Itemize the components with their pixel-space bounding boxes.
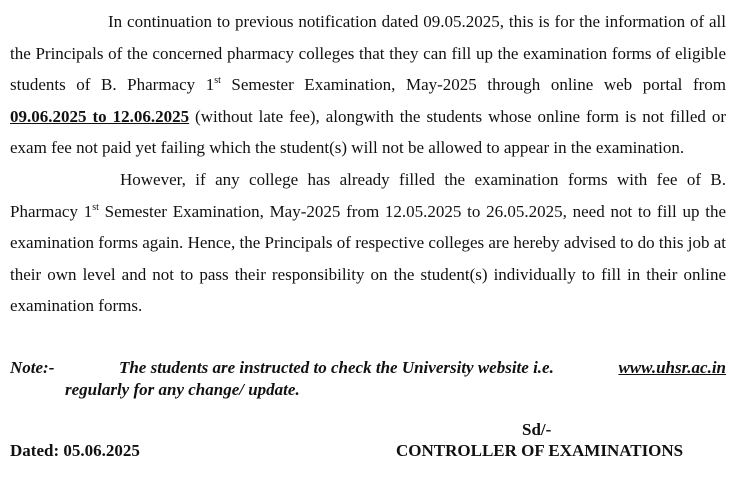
note-line-2: regularly for any change/ update.: [65, 380, 300, 399]
university-website-link[interactable]: www.uhsr.ac.in: [618, 358, 726, 377]
para2-text-a: However, if any college has already filled the examination forms with fee of B. Pharmacy 1: [10, 169, 726, 221]
paragraph-1: [10, 6, 726, 164]
para2-superscript: st: [92, 201, 99, 213]
note-label: Note:-: [10, 358, 55, 377]
controller-of-examinations: CONTROLLER OF EXAMINATIONS: [396, 441, 684, 460]
para2-text-b: Semester Examination, May-2025 from 12.05.2025 to 26.05.2025, need not to fill up the examination forms again. Hence, the Principals of respective colleges are hereby advised to do this job at their own level and not to pass their responsibility on the student(s) individually to fill in their online examination forms.: [10, 201, 726, 316]
para1-text-a: In continuation to previous notification dated 09.05.2025, this is for the information of all the Principals of the concerned pharmacy colleges that they can fill up the examination forms of eligible students of B. Pharmacy 1: [10, 12, 726, 95]
note-block: [10, 357, 726, 401]
note-text-1: The students are instructed to check the University website i.e.: [118, 358, 554, 377]
notice-body: [10, 6, 726, 322]
para1-text-b: Semester Examination, May-2025 through online web portal from: [220, 75, 727, 95]
para1-text-c: (without late fee), alongwith the students whose online form is not filled or exam fee not paid yet failing which the student(s) will not be allowed to appear in the examination.: [10, 106, 726, 158]
signature-sd: Sd/-: [522, 420, 552, 439]
para1-superscript: st: [214, 75, 221, 87]
paragraph-2: [10, 164, 726, 322]
dated-label: Dated: 05.06.2025: [10, 441, 140, 460]
note-line-1: [10, 357, 726, 379]
para1-date-range: 09.06.2025 to 12.06.2025: [10, 106, 190, 126]
